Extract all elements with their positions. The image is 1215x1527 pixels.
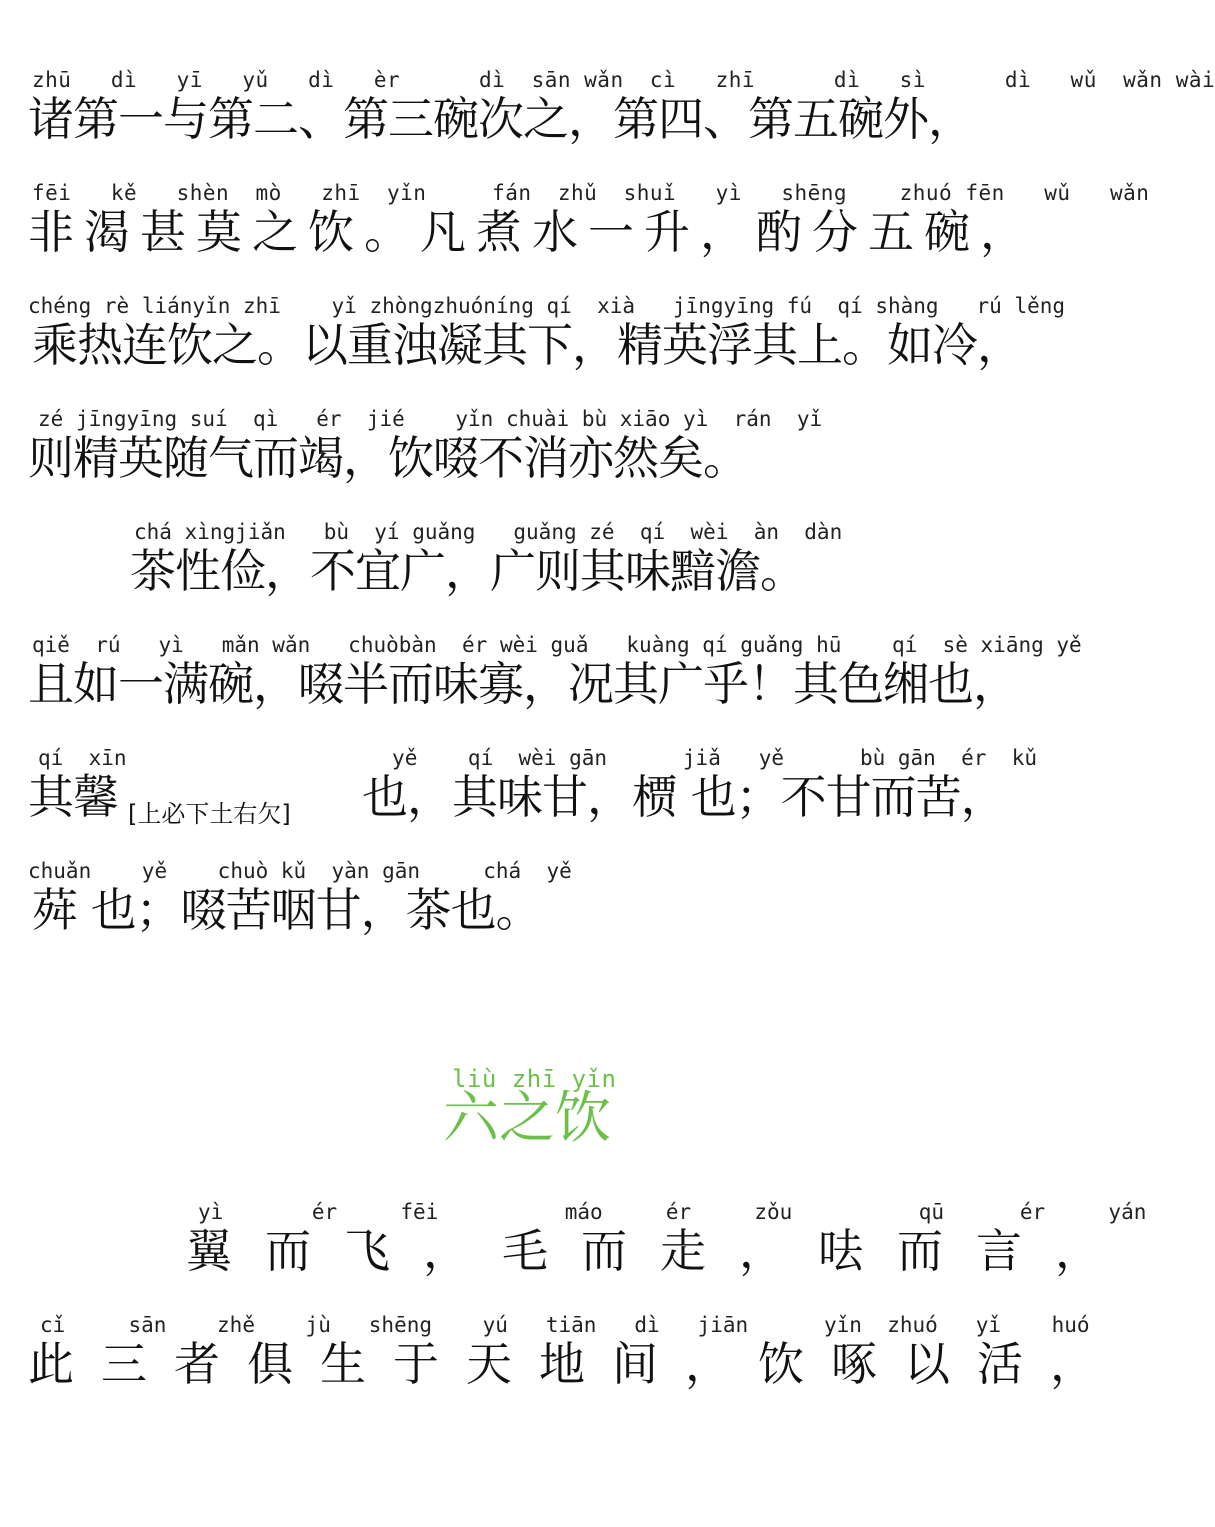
text-line-9 — [0, 1200, 1147, 1310]
text-line-6 — [0, 633, 1080, 743]
pinyin-line-4: zé jīngyīng suí qì ér jié yǐn chuài bù xiāo yì rán yǐ — [38, 407, 823, 431]
hanzi-line-5: 茶性俭，不宜广，广则其味黯澹。 — [130, 544, 805, 598]
text-line-5 — [0, 520, 1080, 630]
pinyin-line-10: cǐ sān zhě jù shēng yú tiān dì jiān yǐn zhuó yǐ huó — [40, 1313, 1090, 1337]
section-title-text: 六之饮 — [443, 1086, 611, 1151]
hanzi-line-10: 此三者俱生于天地间，饮啄以活， — [28, 1337, 1123, 1391]
section-title — [0, 1065, 1080, 1165]
section-title-pinyin: liù zhī yǐn — [452, 1065, 617, 1093]
text-line-3 — [0, 294, 1080, 404]
pinyin-line-3: chéng rè liányǐn zhī yǐ zhòngzhuóníng qí xià jīngyīng fú qí shàng rú lěng — [28, 294, 1066, 318]
pinyin-line-5: chá xìngjiǎn bù yí guǎng guǎng zé qí wèi àn dàn — [134, 520, 843, 544]
character-note: [上必下土右欠] — [128, 800, 291, 828]
hanzi-line-7a: 其馨 — [28, 770, 118, 824]
hanzi-line-1: 诸第一与第二、第三碗次之，第四、第五碗外， — [28, 92, 973, 146]
pinyin-line-8: chuǎn yě chuò kǔ yàn gān chá yě — [28, 859, 572, 883]
pinyin-line-2: fēi kě shèn mò zhī yǐn fán zhǔ shuǐ yì shēng zhuó fēn wǔ wǎn — [32, 181, 1150, 205]
text-line-4 — [0, 407, 1080, 517]
hanzi-line-2: 非渴甚莫之饮。凡煮水一升，酌分五碗， — [28, 205, 1036, 259]
pinyin-line-6: qiě rú yì mǎn wǎn chuòbàn ér wèi guǎ kuàng qí guǎng hū qí sè xiāng yě — [32, 633, 1082, 657]
pinyin-line-7: qí xīn yě qí wèi gān jiǎ yě bù gān ér kǔ — [38, 746, 1038, 770]
hanzi-line-6: 且如一满碗，啜半而味寡，况其广乎！其色缃也， — [28, 657, 1018, 711]
pinyin-line-1: zhū dì yī yǔ dì èr dì sān wǎn cì zhī dì sì dì wǔ wǎn wài — [32, 68, 1215, 92]
text-line-7 — [0, 746, 1080, 856]
text-line-1 — [0, 68, 1215, 178]
hanzi-line-9: 翼而飞，毛而走，呿而言， — [186, 1224, 1134, 1278]
hanzi-line-3: 乘热连饮之。以重浊凝其下，精英浮其上。如冷， — [32, 318, 1022, 372]
hanzi-line-4: 则精英随气而竭，饮啜不消亦然矣。 — [28, 431, 748, 485]
hanzi-line-7b: 也，其味甘，槚 也；不甘而苦， — [362, 770, 1006, 824]
text-line-2 — [0, 181, 1150, 291]
text-line-8 — [0, 859, 1080, 969]
hanzi-line-8: 荈 也；啜苦咽甘，茶也。 — [32, 883, 541, 937]
text-line-10 — [0, 1313, 1123, 1423]
pinyin-line-9: yì ér fēi máo ér zǒu qū ér yán — [198, 1200, 1147, 1224]
